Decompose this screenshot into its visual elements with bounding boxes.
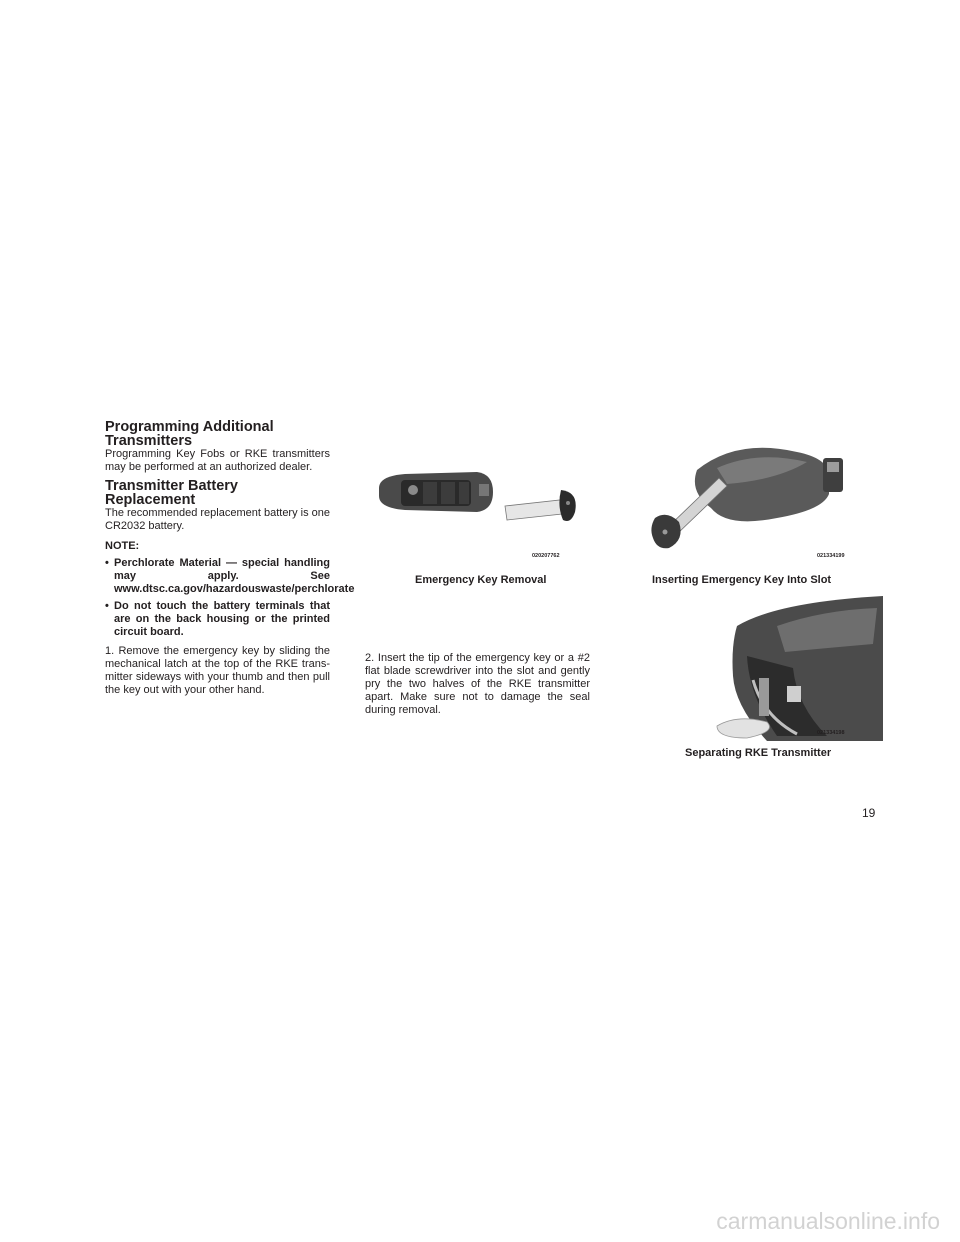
bullet-icon: • xyxy=(105,557,109,569)
heading-line-2: Transmitters xyxy=(105,432,193,449)
programming-body: Programming Key Fobs or RKE transmitters may be performed at an authorized dealer. xyxy=(105,448,330,473)
note-text: Do not touch the battery terminals that are on the back housing or the printed circuit board. xyxy=(114,600,330,638)
step-2: 2. Insert the tip of the emergency key or a #2 flat blade screwdriver into the slot and gently pry the two halves of the RKE transmitter apart. Make sure not to damage the seal during removal. xyxy=(365,652,590,716)
heading-battery-replacement: Transmitter Battery Replacement xyxy=(105,478,238,508)
separating-transmitter-figure xyxy=(627,596,883,741)
battery-body: The recommended replacement battery is one CR2032 battery. xyxy=(105,507,331,532)
fob-separation-icon xyxy=(627,596,883,741)
heading-line-1: Programming Additional xyxy=(105,419,274,435)
note-list xyxy=(105,557,355,639)
key-fob-and-key-icon xyxy=(365,440,590,560)
figure-code: 021334198 xyxy=(817,730,845,736)
inserting-key-figure xyxy=(627,440,852,560)
fob-insertion-icon xyxy=(627,440,852,560)
caption-separating-transmitter: Separating RKE Transmitter xyxy=(685,747,832,759)
caption-emergency-key-removal: Emergency Key Removal xyxy=(415,574,547,586)
note-text: Perchlorate Material — special handling may apply. See www.dtsc.ca.gov/hazardouswaste/perchlorate xyxy=(114,557,355,595)
bullet-icon: • xyxy=(105,600,109,612)
left-column xyxy=(105,419,355,697)
emergency-key-removal-figure xyxy=(365,440,590,560)
caption-inserting-key: Inserting Emergency Key Into Slot xyxy=(652,574,832,586)
note-label: NOTE: xyxy=(105,540,140,552)
note-item xyxy=(105,557,355,596)
note-item xyxy=(105,600,330,639)
page-number: 19 xyxy=(862,806,876,820)
step-1: 1. Remove the emergency key by sliding the mechanical latch at the top of the RKE trans-mitter sideways with your thumb and then pull the key out with your other hand. xyxy=(105,645,330,696)
figure-code: 021334199 xyxy=(817,553,845,559)
watermark: carmanualsonline.info xyxy=(716,1208,940,1234)
heading-programming-transmitters xyxy=(105,421,330,448)
figure-code: 020207762 xyxy=(532,553,560,559)
middle-column xyxy=(365,652,590,717)
